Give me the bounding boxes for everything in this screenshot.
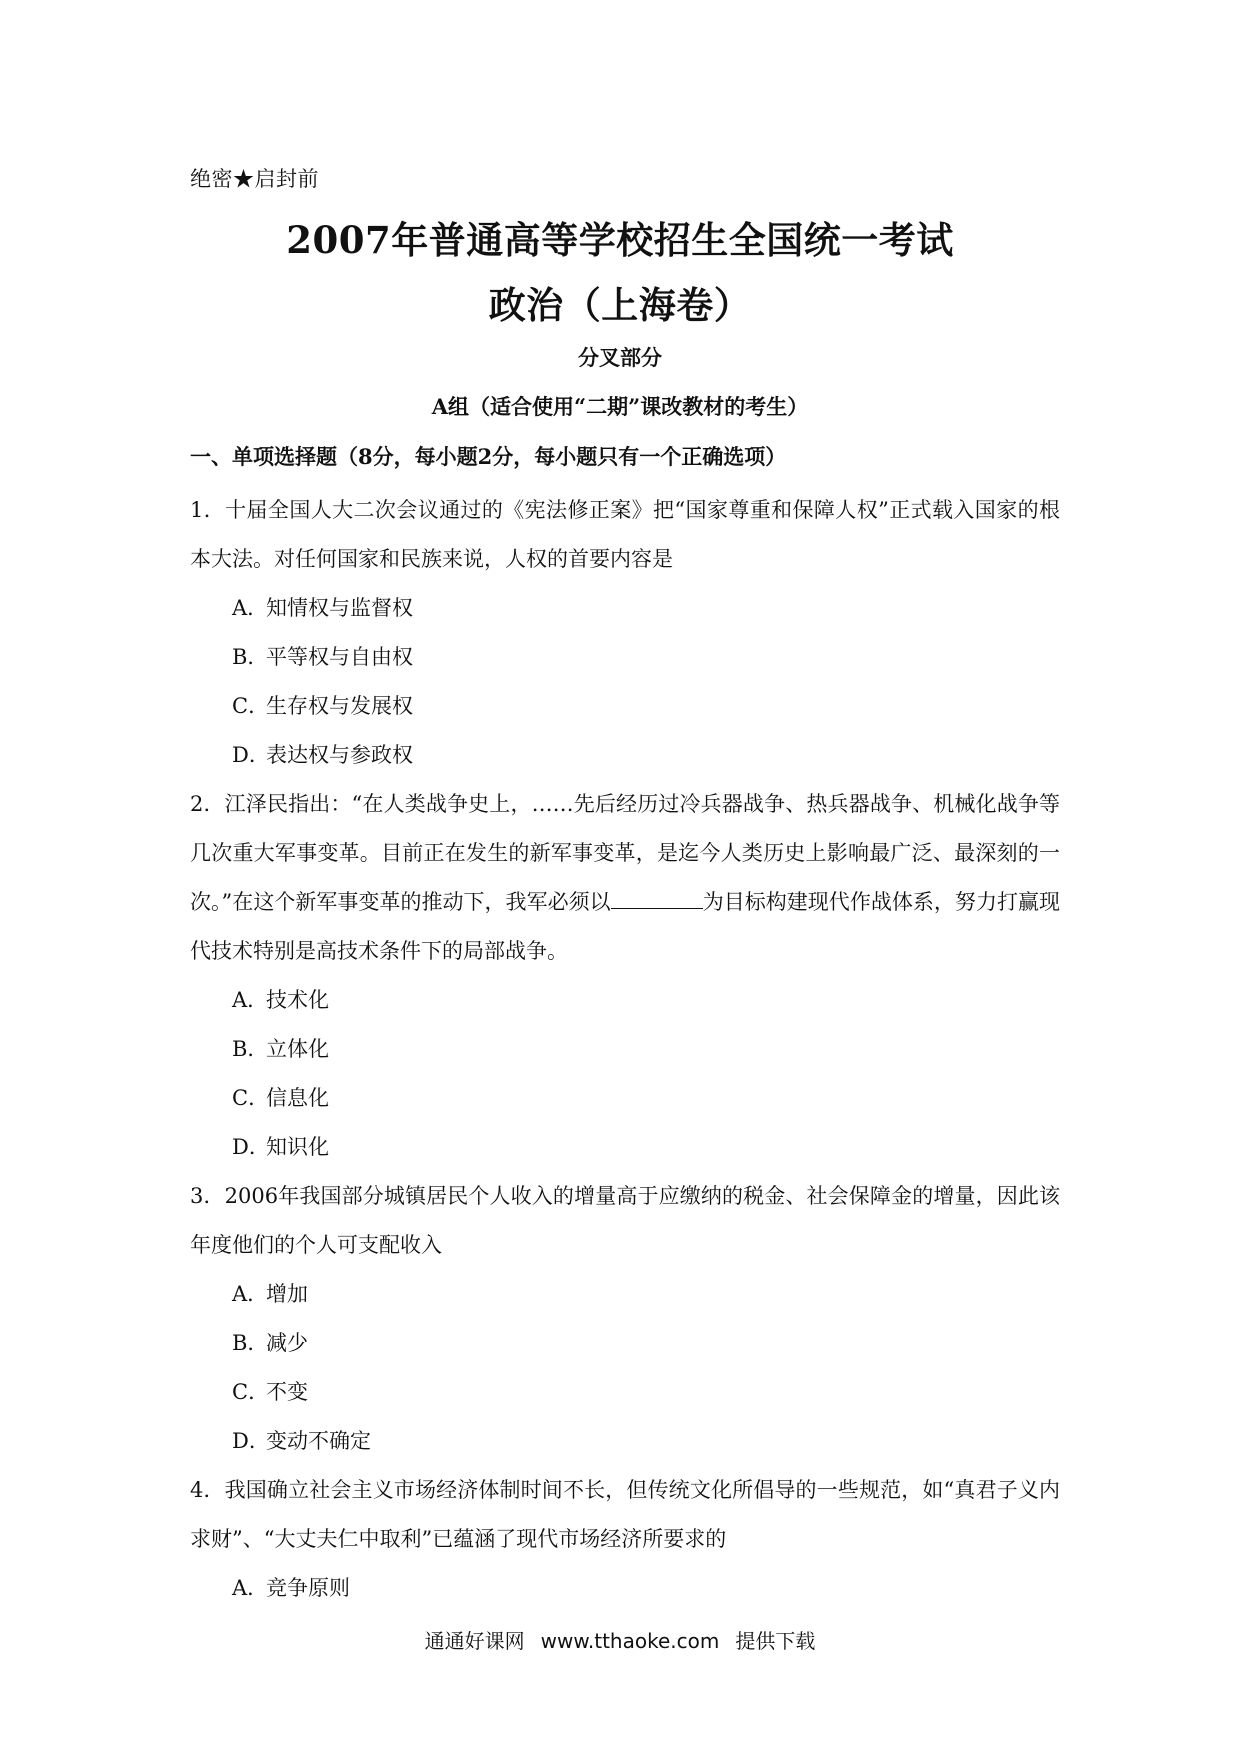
option-letter: A． [232,1576,269,1600]
option-letter: D． [232,743,270,767]
option-a [190,1564,1060,1613]
question-3 [190,1172,1060,1466]
option-d [190,731,1060,780]
option-letter: A． [232,988,269,1012]
option-b [190,633,1060,682]
question-stem: 3．2006年我国部分城镇居民个人收入的增量高于应缴纳的税金、社会保障金的增量，因此该年度他们的个人可支配收入 [190,1184,1060,1257]
question-1 [190,486,1060,780]
option-b [190,1319,1060,1368]
option-a [190,976,1060,1025]
option-text: 减少 [266,1331,308,1355]
question-stem-part1: 2．江泽民指出：“在人类战争史上，……先后经历过冷兵器战争、热兵器战争、机械化战争等几次重大军事变革。目前正在发生的新军事变革，是迄今人类历史上影响最广泛、最深刻的一次。”在这个新军事变革的推动下，我军必须以 [190,792,1060,914]
question-2 [190,780,1060,1172]
option-d [190,1123,1060,1172]
option-text: 不变 [266,1380,308,1404]
option-text: 技术化 [266,988,329,1012]
group-label: A组（适合使用“二期”课改教材的考生） [431,394,809,419]
secret-mark: 绝密★启封前 [190,167,319,191]
option-letter: D． [232,1135,270,1159]
question-stem-part2: 为目标构建现代作战体系，努力打赢现代技术特别是高技术条件下的局部战争。 [190,890,1061,963]
option-b [190,1025,1060,1074]
option-text: 变动不确定 [266,1429,371,1453]
exam-subject-title: 政治（上海卷） [488,283,752,327]
option-c [190,1368,1060,1417]
option-c [190,1074,1060,1123]
option-letter: D． [232,1429,270,1453]
footer-url[interactable]: www.tthaoke.com [540,1629,720,1653]
option-text: 平等权与自由权 [266,645,413,669]
footer-site-name: 通通好课网 [424,1629,525,1653]
option-a [190,1270,1060,1319]
page-footer [0,1625,1240,1654]
option-letter: B． [232,1037,269,1061]
option-text: 生存权与发展权 [266,694,413,718]
option-a [190,584,1060,633]
questions-container [190,486,1060,1613]
option-letter: C． [232,1380,270,1404]
option-letter: C． [232,1086,270,1110]
exam-title: 2007年普通高等学校招生全国统一考试 [286,218,954,262]
section-heading: 一、单项选择题（8分，每小题2分，每小题只有一个正确选项） [190,444,787,469]
option-letter: B． [232,1331,269,1355]
option-text: 表达权与参政权 [266,743,413,767]
question-stem: 4．我国确立社会主义市场经济体制时间不长，但传统文化所倡导的一些规范，如“真君子义内求财”、“大丈夫仁中取利”已蕴涵了现代市场经济所要求的 [190,1478,1060,1551]
option-letter: B． [232,645,269,669]
option-text: 增加 [266,1282,308,1306]
option-text: 知情权与监督权 [266,596,413,620]
option-letter: A． [232,1282,269,1306]
option-letter: C． [232,694,270,718]
question-stem: 1．十届全国人大二次会议通过的《宪法修正案》把“国家尊重和保障人权”正式载入国家的根本大法。对任何国家和民族来说，人权的首要内容是 [190,498,1060,571]
option-letter: A． [232,596,269,620]
question-stem [190,780,1060,976]
footer-tagline: 提供下载 [735,1629,816,1653]
option-text: 信息化 [266,1086,329,1110]
part-label: 分叉部分 [578,345,662,370]
option-text: 知识化 [266,1135,329,1159]
answer-blank [611,890,703,909]
option-c [190,682,1060,731]
option-text: 竞争原则 [266,1576,350,1600]
option-text: 立体化 [266,1037,329,1061]
question-4 [190,1466,1060,1613]
option-d [190,1417,1060,1466]
